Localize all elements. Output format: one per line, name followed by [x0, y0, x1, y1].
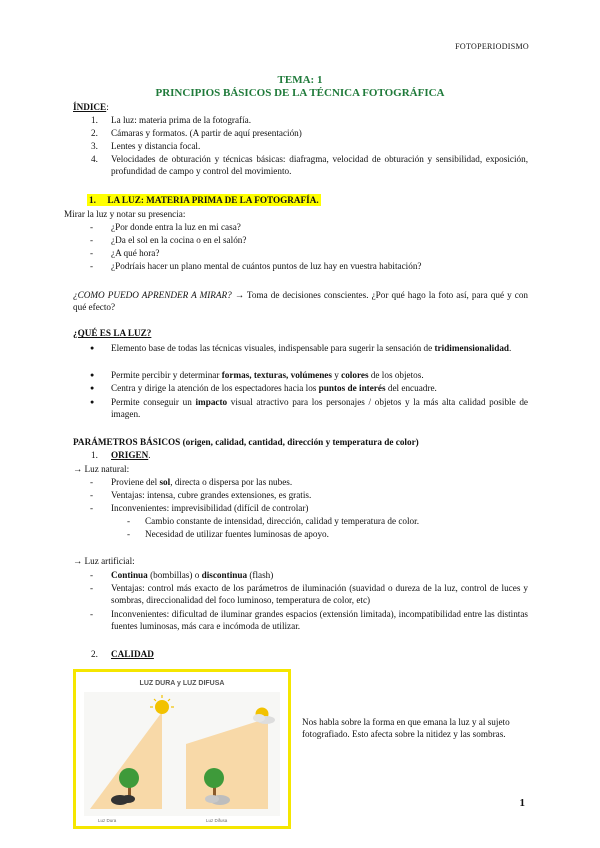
parameters-heading: PARÁMETROS BÁSICOS (origen, calidad, cantidad, dirección y temperatura de color) — [73, 437, 419, 447]
page-number: 1 — [519, 797, 525, 809]
index-heading: ÍNDICE: — [73, 102, 109, 112]
figure-title: LUZ DURA y LUZ DIFUSA — [139, 680, 225, 687]
quality-description: Nos habla sobre la forma en que emana la luz y al sujeto fotografiado. Esto afecta sobre la nitidez y las sombras. — [302, 717, 510, 740]
light-illustration — [76, 672, 288, 826]
topic-subtitle: PRINCIPIOS BÁSICOS DE LA TÉCNICA FOTOGRÁFICA — [155, 87, 445, 99]
soft-light-caption: Luz Difusa — [206, 818, 228, 823]
topic-title: TEMA: 1 — [277, 74, 323, 86]
intro-text: Mirar la luz y notar su presencia: — [64, 209, 186, 219]
sun-icon — [155, 700, 169, 714]
hard-light-caption: Luz Dura — [98, 818, 117, 823]
running-header: FOTOPERIODISMO — [455, 42, 529, 51]
tree-icon — [119, 768, 139, 788]
hard-soft-light-figure — [73, 669, 291, 829]
natural-light-label: → Luz natural: — [73, 464, 130, 474]
how-to-look-paragraph: ¿COMO PUEDO APRENDER A MIRAR? → Toma de decisiones conscientes. ¿Por qué hago la foto así, para qué y con qué efecto? — [73, 290, 529, 313]
what-is-light-heading: ¿QUÉ ES LA LUZ? — [73, 328, 152, 338]
artificial-light-label: → Luz artificial: — [73, 556, 135, 566]
